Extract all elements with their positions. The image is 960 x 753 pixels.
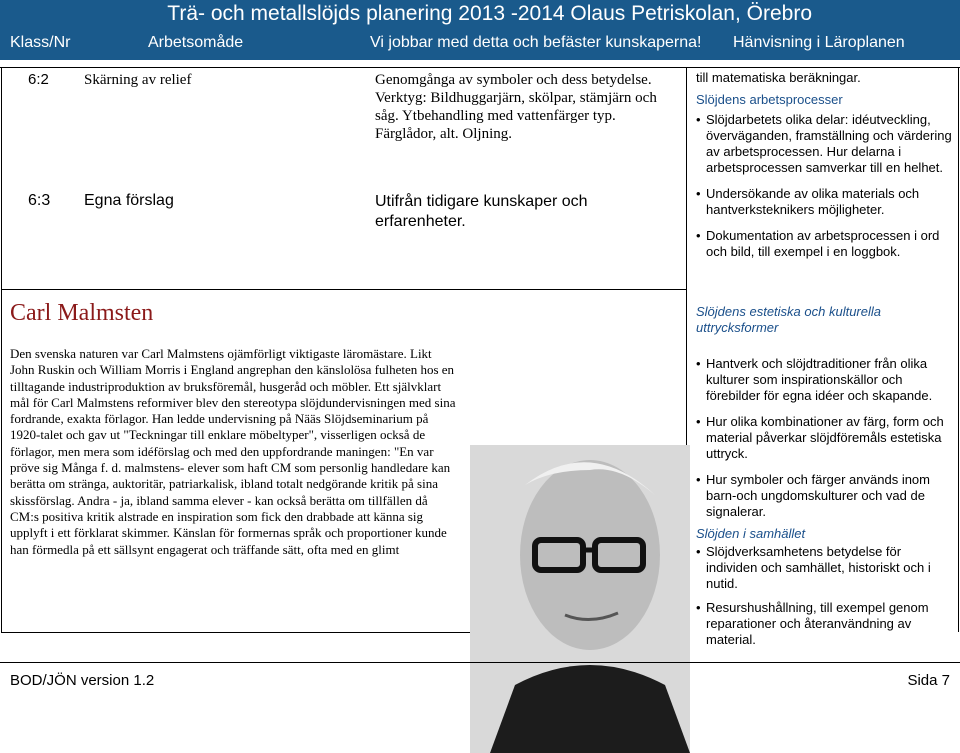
reference-bullet: • Dokumentation av arbetsprocessen i ord och bild, till exempel i en loggbok. [696,228,954,260]
column-header-ref: Hänvisning i Läroplanen [733,34,905,51]
reference-bullet: • Slöjdarbetets olika delar: idéutveckling, överväganden, framställning och värdering av arbetsprocessen. Hur delarna i arbetsprocessen samverkar till en helhet. [696,112,954,176]
reference-text: till matematiska beräkningar. [696,70,861,85]
page-number: Sida 7 [907,672,950,689]
row-work: Genomgånga av symboler och dess betydelse. Verktyg: Bildhuggarjärn, skölpar, stämjärn och såg. Ytbehandling med vattenfärger typ. Färglådor, alt. Oljning. [375,72,657,142]
column-header-work: Vi jobbar med detta och befäster kunskaperna! [370,34,702,51]
row-area: Egna förslag [84,192,174,209]
biography-text: Den svenska naturen var Carl Malmstens ojämförligt viktigaste läromästare. Likt John Ruskin och William Morris i England angrephan den känslolösa fulheten hos en tilltagande industriproduktion av bruksföremål, husgeråd och möbler. Ett självklart mål för Carl Malmstens reformiver blev den stereotypa slöjdundervisningen med sina fordrande, exakta förlagor. Han ledde undervisning på Nääs Slöjdseminarium på 1920-talet och gav ut "Teckningar till enklare möbeltyper", visserligen också de förlagor, men mera som idéförslag och med den uppfordrande maningen: "En var pröve sig Många f. d. malmstens- elever som haft CM som personlig handledare kan berätta om stränga, auktoritär, patriarkalisk, ibland totalt nedgörande kritik på sina skissförslag. Andra - ja, ibland samma elever - kan också berätta om tillfällen då CM:s positiva kritik alstrade en inspiration som fick den drabbade att känna sig upplyft i ett förklarat skimmer. Känslan för formernas språk och proportioner kunde han förmedla på ett sällsynt engagerat och träffande sätt, ofta med en glimt [10,346,456,557]
table-top-border [0,67,960,68]
table-left-border [1,67,2,632]
section-heading: Carl Malmsten [10,300,154,326]
reference-heading: Slöjdens estetiska och kulturella uttrycksformer [696,304,881,335]
row-area: Skärning av relief [84,72,192,88]
row-nr: 6:3 [28,192,51,209]
curriculum-reference-bottom [696,304,954,654]
reference-bullet: • Hur olika kombinationer av färg, form och material påverkar slöjdföremåls estetiska uttryck. [696,414,954,462]
footer-divider [0,662,960,663]
reference-bullet: • Resurshushållning, till exempel genom reparationer och återanvändning av material. [696,600,954,648]
column-header-klass: Klass/Nr [10,34,71,51]
reference-bullet: • Hantverk och slöjdtraditioner från olika kulturer som inspirationskällor och förebilder för egna idéer och skapande. [696,356,954,404]
reference-bullet: • Hur symboler och färger används inom barn-och ungdomskulturer och vad de signalerar. [696,472,954,520]
reference-heading: Slöjden i samhället [696,526,806,541]
row-nr: 6:2 [28,71,49,88]
table-right-border [958,67,959,632]
row-work: Utifrån tidigare kunskaper och erfarenheter. [375,193,588,230]
table-row-divider [1,289,687,290]
reference-bullet: • Undersökande av olika materials och hantverksteknikers möjligheter. [696,186,954,218]
column-header-area: Arbetsomåde [148,34,244,51]
reference-heading: Slöjdens arbetsprocesser [696,92,843,107]
reference-bullet: • Slöjdverksamhetens betydelse för individen och samhället, historiskt och i nutid. [696,544,954,592]
portrait-photo [470,445,690,753]
page-title: Trä- och metallslöjds planering 2013 -2014 Olaus Petriskolan, Örebro [167,2,812,25]
curriculum-reference-top [696,70,954,266]
footer-version: BOD/JÖN version 1.2 [10,672,155,689]
